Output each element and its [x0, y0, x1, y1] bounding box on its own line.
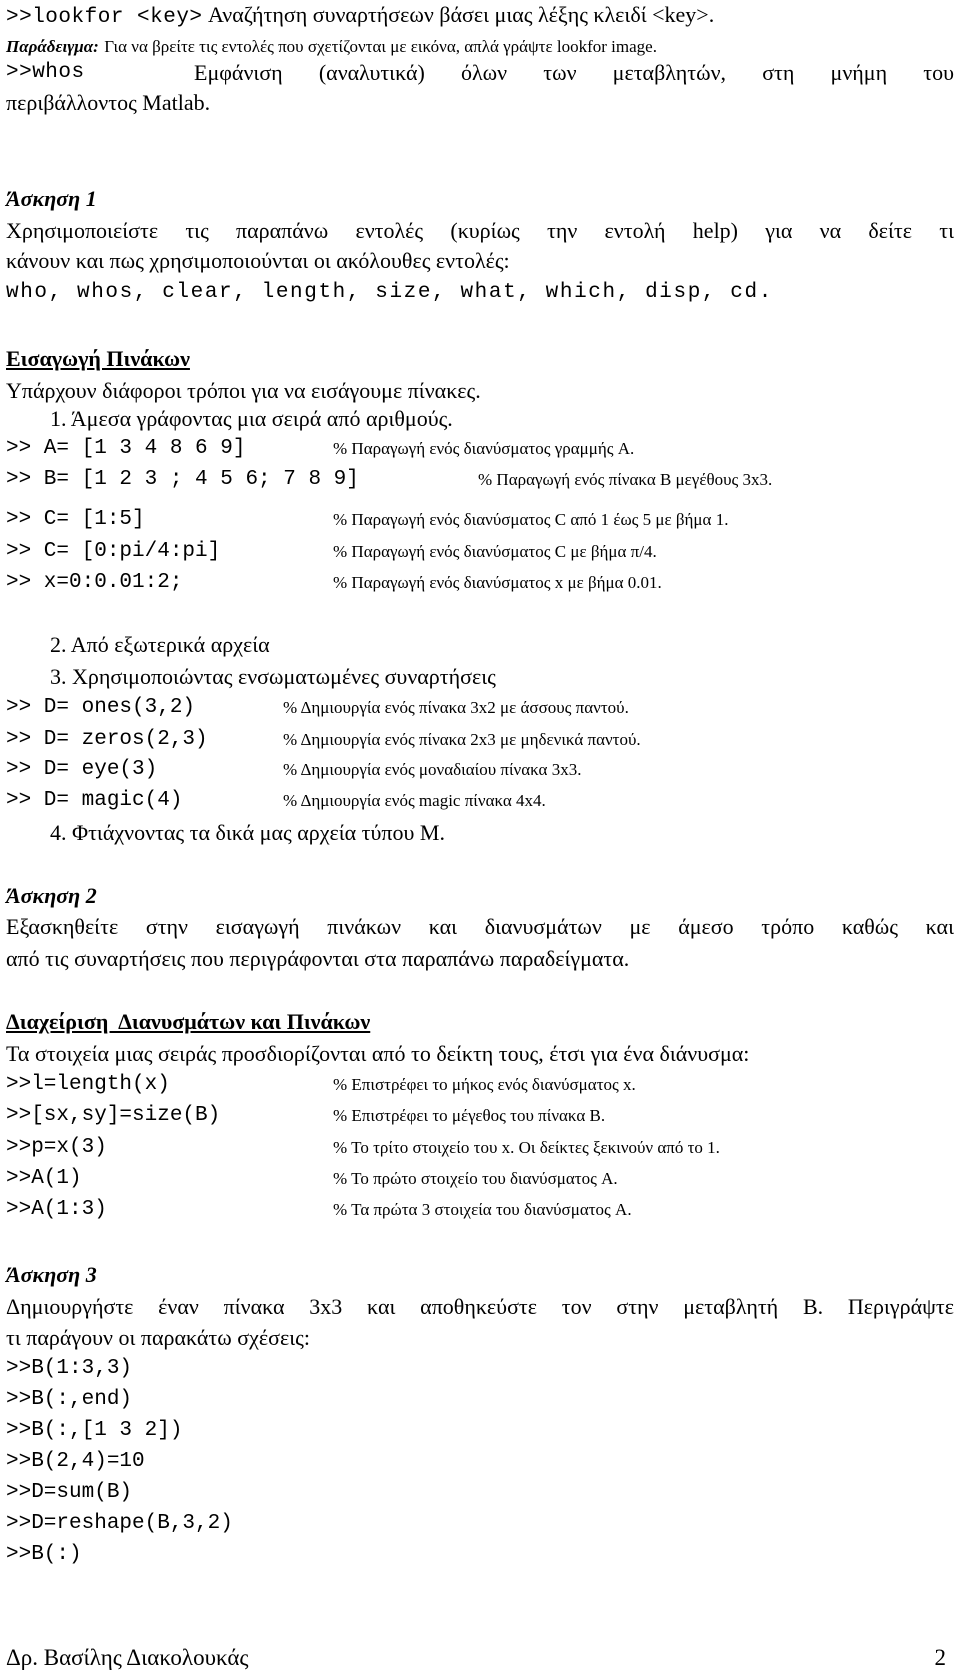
example-line: [6, 32, 657, 60]
code-comment: % Δημιουργία ενός magic πίνακα 4x4.: [283, 791, 546, 810]
code-comment: % Επιστρέφει το μήκος ενός διανύσματος x.: [333, 1075, 636, 1094]
code-line: >>[sx,sy]=size(B): [6, 1104, 221, 1127]
code-comment: % Δημιουργία ενός πίνακα 3x2 με άσσους παντού.: [283, 698, 629, 717]
exercise3-text-line1: Δημιουργήστε έναν πίνακα 3x3 και αποθηκεύστε τον στην μεταβλητή B. Περιγράψτε: [6, 1294, 954, 1319]
code-comment: % Παραγωγή ενός διανύσματος x με βήμα 0.01.: [333, 573, 662, 592]
code-line: >>A(1:3): [6, 1198, 107, 1221]
matrix-input-intro: Υπάρχουν διάφοροι τρόποι για να εισάγουμε πίνακες.: [6, 378, 481, 403]
code-comment: % Το τρίτο στοιχείο του x. Οι δείκτες ξεκινούν από το 1.: [333, 1138, 720, 1157]
whos-command: >>whos: [6, 61, 85, 84]
exercise1-title: Άσκηση 1: [6, 186, 97, 211]
footer-page-number: 2: [934, 1645, 946, 1670]
code-line: >>D=reshape(B,3,2): [6, 1512, 233, 1535]
code-comment: % Παραγωγή ενός διανύσματος γραμμής A.: [333, 439, 635, 458]
code-line: >> C= [1:5]: [6, 508, 145, 531]
code-line: >> D= zeros(2,3): [6, 728, 208, 751]
vector-mgmt-title: Διαχείριση Διανυσμάτων και Πινάκων: [6, 1009, 371, 1034]
code-comment: % Δημιουργία ενός πίνακα 2x3 με μηδενικά παντού.: [283, 730, 641, 749]
code-line: >> D= magic(4): [6, 789, 183, 812]
code-line: >>B(2,4)=10: [6, 1450, 145, 1473]
whos-line: [6, 60, 954, 86]
code-line: >> C= [0:pi/4:pi]: [6, 540, 221, 563]
code-comment: % Το πρώτο στοιχείο του διανύσματος A.: [333, 1169, 618, 1188]
matrix-input-item2: 2. Από εξωτερικά αρχεία: [50, 632, 270, 657]
exercise2-text-line1: Εξασκηθείτε στην εισαγωγή πινάκων και διανυσμάτων με άμεσο τρόπο καθώς και: [6, 914, 954, 939]
code-comment: % Τα πρώτα 3 στοιχεία του διανύσματος A.: [333, 1200, 632, 1219]
code-line: >>p=x(3): [6, 1136, 107, 1159]
exercise2-text-line2: από τις συναρτήσεις που περιγράφονται στα παραπάνω παραδείγματα.: [6, 946, 630, 971]
code-comment: % Παραγωγή ενός πίνακα B μεγέθους 3x3.: [478, 470, 773, 489]
code-comment: % Παραγωγή ενός διανύσματος C με βήμα π/4.: [333, 542, 657, 561]
code-comment: % Δημιουργία ενός μοναδιαίου πίνακα 3x3.: [283, 760, 582, 779]
matrix-input-item1: 1. Άμεσα γράφοντας μια σειρά από αριθμούς.: [50, 406, 453, 431]
exercise2-title: Άσκηση 2: [6, 883, 97, 908]
code-line: >>B(:): [6, 1543, 82, 1566]
lookfor-description: Αναζήτηση συναρτήσεων βάσει μιας λέξης κλειδί <key>.: [208, 2, 715, 27]
code-comment: % Επιστρέφει το μέγεθος του πίνακα B.: [333, 1106, 606, 1125]
exercise3-title: Άσκηση 3: [6, 1262, 97, 1287]
matrix-input-item4: 4. Φτιάχνοντας τα δικά μας αρχεία τύπου M.: [50, 820, 445, 845]
code-line: >>B(:,[1 3 2]): [6, 1419, 183, 1442]
example-label: Παράδειγμα:: [6, 37, 99, 56]
code-line: >>l=length(x): [6, 1073, 170, 1096]
exercise1-text-line2: κάνουν και πως χρησιμοποιούνται οι ακόλουθες εντολές:: [6, 248, 510, 273]
code-line: >>B(:,end): [6, 1388, 133, 1411]
code-comment: % Παραγωγή ενός διανύσματος C από 1 έως 5 με βήμα 1.: [333, 510, 729, 529]
exercise3-text-line2: τι παράγουν οι παρακάτω σχέσεις:: [6, 1325, 310, 1350]
code-line: >> x=0:0.01:2;: [6, 571, 183, 594]
whos-description-cont: περιβάλλοντος Matlab.: [6, 90, 211, 115]
code-line: >>D=sum(B): [6, 1481, 133, 1504]
footer-author: Δρ. Βασίλης Διακολουκάς: [6, 1645, 249, 1670]
code-line: >> A= [1 3 4 8 6 9]: [6, 437, 246, 460]
code-line: >> B= [1 2 3 ; 4 5 6; 7 8 9]: [6, 468, 359, 491]
lookfor-line: [6, 2, 714, 31]
code-line: >>A(1): [6, 1167, 82, 1190]
code-line: >> D= eye(3): [6, 758, 158, 781]
whos-description: Εμφάνιση (αναλυτικά) όλων των μεταβλητών, στη μνήμη του: [194, 60, 954, 85]
exercise1-text-line1: Χρησιμοποιείστε τις παραπάνω εντολές (κυρίως την εντολή help) για να δείτε τι: [6, 218, 954, 243]
example-text: Για να βρείτε τις εντολές που σχετίζονται με εικόνα, απλά γράψτε lookfor image.: [104, 37, 657, 56]
matrix-input-item3: 3. Χρησιμοποιώντας ενσωματωμένες συναρτήσεις: [50, 664, 496, 689]
code-line: >>B(1:3,3): [6, 1357, 133, 1380]
exercise1-commands: who, whos, clear, length, size, what, which, disp, cd.: [6, 281, 773, 304]
vector-mgmt-intro: Τα στοιχεία μιας σειράς προσδιορίζονται από το δείκτη τους, έτσι για ένα διάνυσμα:: [6, 1041, 750, 1066]
lookfor-command: >>lookfor <key>: [6, 6, 203, 29]
matrix-input-title: Εισαγωγή Πινάκων: [6, 346, 190, 371]
code-line: >> D= ones(3,2): [6, 696, 196, 719]
